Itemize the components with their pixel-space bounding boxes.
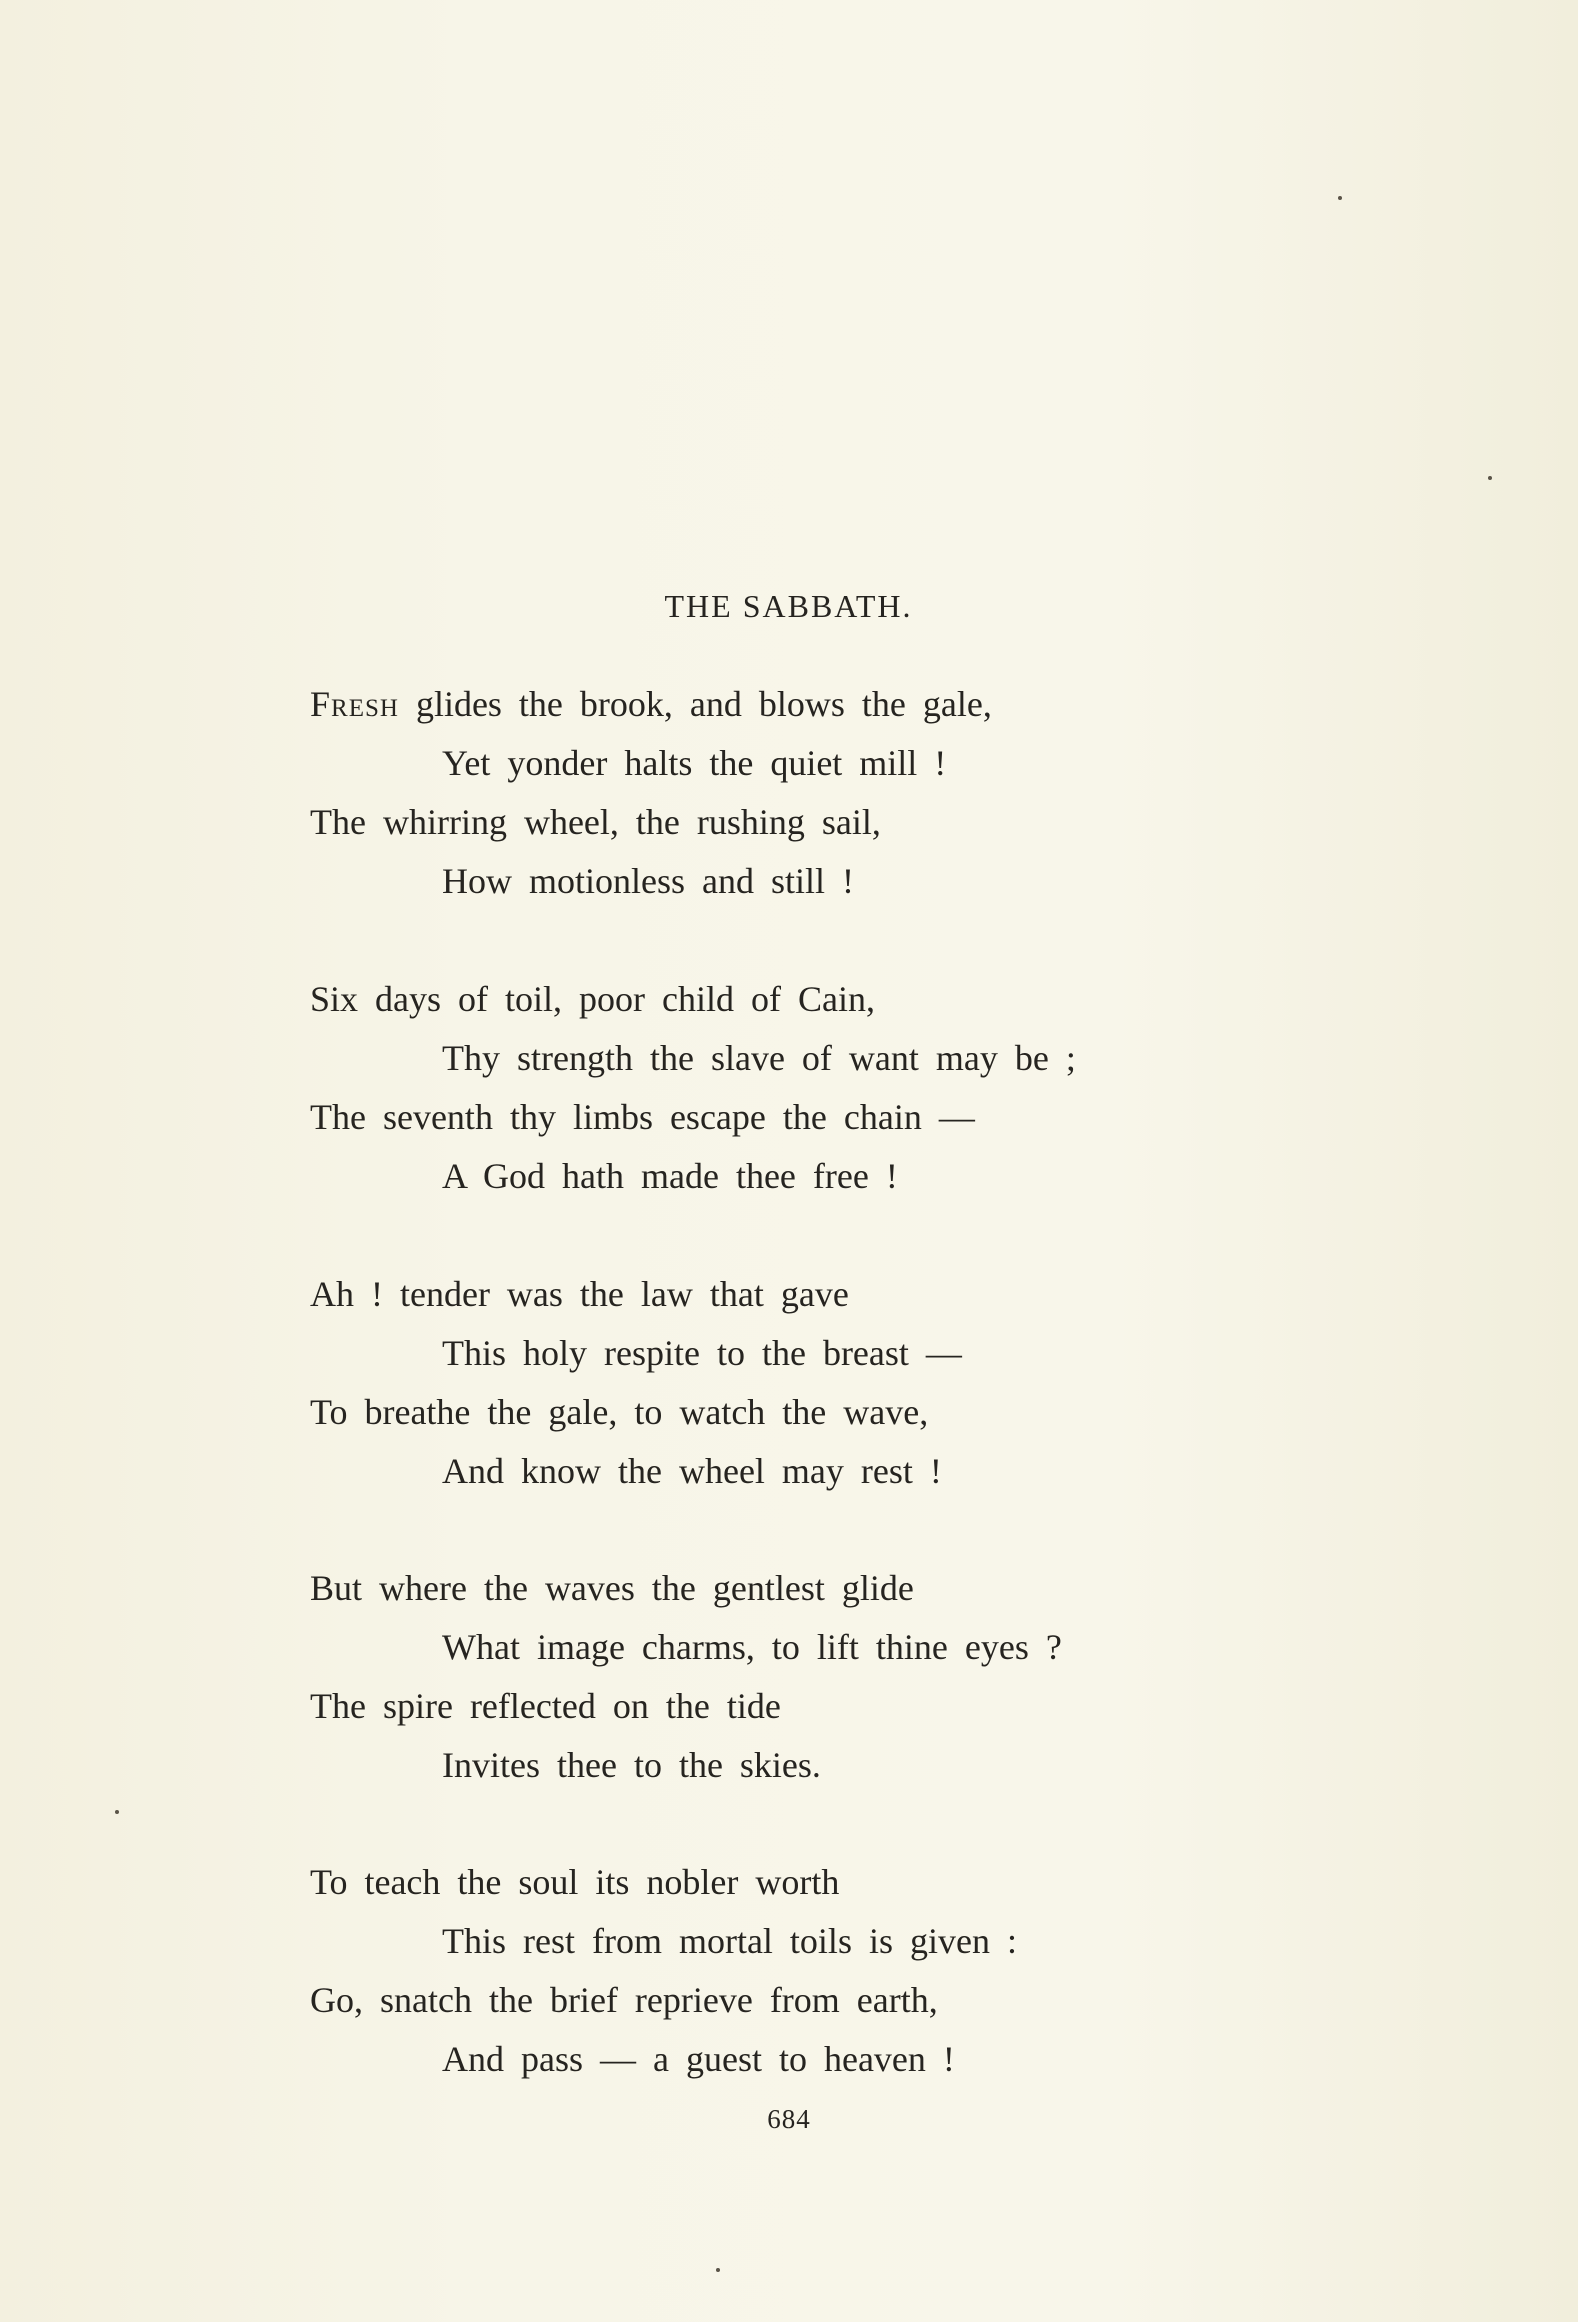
poem-line: What image charms, to lift thine eyes ? [442, 1627, 1062, 1667]
poem-line: The whirring wheel, the rushing sail, [310, 802, 881, 842]
poem-line: And know the wheel may rest ! [442, 1451, 942, 1491]
stanza-4 [310, 1559, 1310, 1795]
poem-line: The spire reflected on the tide [310, 1686, 781, 1726]
paper-speck [716, 2268, 720, 2272]
poem-line: Six days of toil, poor child of Cain, [310, 979, 875, 1019]
poem-line: Yet yonder halts the quiet mill ! [442, 743, 947, 783]
poem-line: Ah ! tender was the law that gave [310, 1274, 849, 1314]
paper-speck [1488, 476, 1492, 480]
stanza-5 [310, 1853, 1310, 2089]
poem-line: Go, snatch the brief reprieve from earth, [310, 1980, 938, 2020]
paper-speck [115, 1810, 119, 1814]
poem-title-text: THE SABBATH. [664, 588, 913, 624]
poem-line: The seventh thy limbs escape the chain — [310, 1097, 975, 1137]
stanza-3 [310, 1265, 1310, 1501]
paper-speck [1338, 196, 1342, 200]
stanza-2 [310, 970, 1310, 1206]
poem-line: Invites thee to the skies. [442, 1745, 821, 1785]
poem-line: Fresh glides the brook, and blows the gale, [310, 684, 992, 724]
poem-line: How motionless and still ! [442, 861, 854, 901]
poem-line: And pass — a guest to heaven ! [442, 2039, 955, 2079]
poem-line: This holy respite to the breast — [442, 1333, 962, 1373]
poem-line: This rest from mortal toils is given : [442, 1921, 1017, 1961]
poem-title [0, 588, 1578, 625]
poem-line: But where the waves the gentlest glide [310, 1568, 914, 1608]
poem-line: To breathe the gale, to watch the wave, [310, 1392, 929, 1432]
poem-line: To teach the soul its nobler worth [310, 1862, 840, 1902]
page-number: 684 [767, 2104, 811, 2134]
opening-word: Fresh [310, 684, 399, 724]
poem-line: A God hath made thee free ! [442, 1156, 898, 1196]
stanza-1 [310, 675, 1310, 911]
poem-line: Thy strength the slave of want may be ; [442, 1038, 1076, 1078]
